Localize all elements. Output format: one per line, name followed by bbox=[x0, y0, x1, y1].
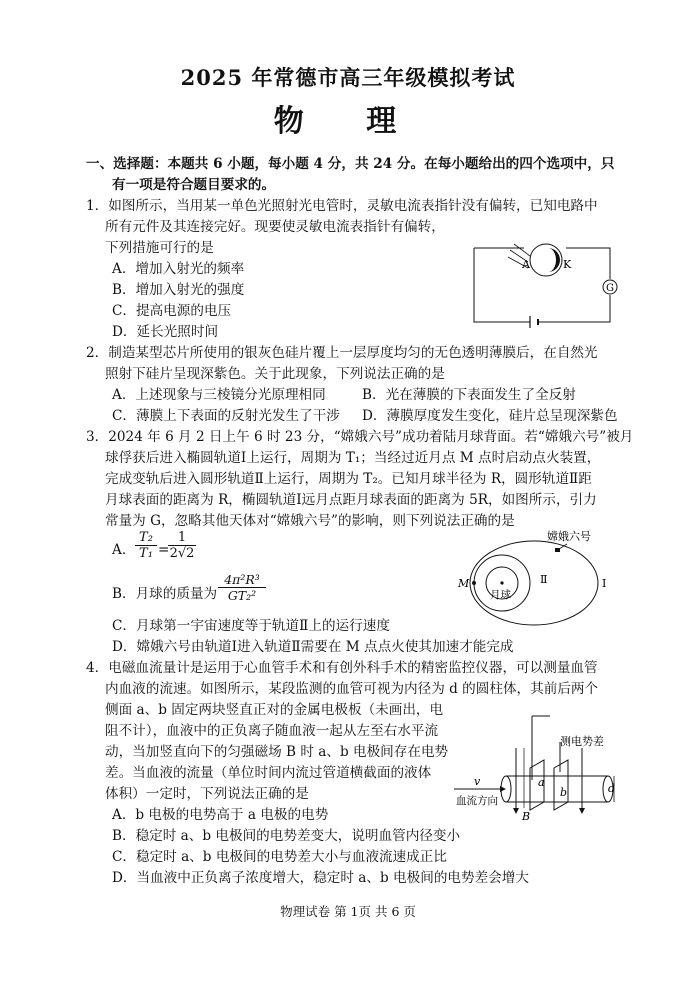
q4-option-d: D．当血液中正负离子浓度增大，稳定时 a、b 电极间的电势差会增大 bbox=[112, 870, 529, 886]
frac-numerator: 4π²R³ bbox=[224, 572, 260, 587]
page-footer: 物理试卷 第 1页 共 6 页 bbox=[280, 904, 416, 919]
q3-option-a-frac2 bbox=[168, 530, 196, 561]
diameter-label: d bbox=[608, 782, 616, 795]
q3-line: 球俘获后进入椭圆轨道Ⅰ上运行，周期为 T₁；当经过近月点 M 点时启动点火装置， bbox=[105, 450, 601, 466]
label-a: A bbox=[522, 258, 530, 271]
q3-option-a-prefix: A． bbox=[112, 542, 136, 558]
q1-option-a: A．增加入射光的频率 bbox=[112, 261, 245, 277]
q4-option-a: A．b 电极的电势高于 a 电极的电势 bbox=[112, 807, 329, 823]
flow-direction-label: 血流方向 bbox=[456, 795, 498, 807]
q4-line: 4．电磁血流量计是运用于心血管手术和有创外科手术的精密监控仪器，可以测量血管 bbox=[86, 660, 598, 676]
blood-vessel-figure bbox=[450, 712, 620, 824]
q4-option-b: B．稳定时 a、b 电极间的电势差变大，说明血管内径变小 bbox=[112, 828, 461, 844]
q1-line: 所有元件及其连接完好。现要使灵敏电流表指针有偏转， bbox=[105, 219, 445, 235]
section-heading-cont: 有一项是符合题目要求的。 bbox=[112, 177, 276, 193]
q2-option-d: D．薄膜厚度发生变化，硅片总呈现深紫色 bbox=[362, 408, 618, 424]
orbit-2-label: Ⅱ bbox=[540, 573, 548, 586]
field-b-label: B bbox=[522, 810, 531, 823]
orbit-1-label: Ⅰ bbox=[602, 577, 607, 590]
q1-option-b: B．增加入射光的强度 bbox=[112, 282, 245, 298]
q1-option-c: C．提高电源的电压 bbox=[112, 303, 232, 319]
q3-option-a-frac1 bbox=[135, 530, 157, 561]
q4-line: 体积）一定时，下列说法正确的是 bbox=[105, 786, 309, 802]
q3-line: 月球表面的距离为 R，椭圆轨道Ⅰ远月点距月球表面的距离为 5R，如图所示，引力 bbox=[105, 492, 597, 508]
q4-line: 动，当加竖直向下的匀强磁场 B 时 a、b 电极间存在电势 bbox=[105, 744, 449, 760]
q2-option-c: C．薄膜上下表面的反射光发生了干涉 bbox=[112, 408, 340, 424]
frac-denominator: T₁ bbox=[135, 545, 157, 561]
orbit-figure bbox=[452, 528, 612, 632]
moon-label: 月球 bbox=[490, 589, 511, 601]
electrode-b-label: b bbox=[560, 786, 568, 799]
q3-option-b-frac bbox=[218, 572, 266, 603]
q1-option-d: D．延长光照时间 bbox=[112, 324, 219, 340]
q4-line: 差。当血液的流量（单位时间内流过管道横截面的液体 bbox=[105, 765, 432, 781]
frac-numerator: T₂ bbox=[139, 530, 153, 545]
q1-line: 1．如图所示，当用某一单色光照射光电管时，灵敏电流表指针没有偏转，已知电路中 bbox=[86, 198, 598, 214]
q2-option-b: B．光在薄膜的下表面发生了全反射 bbox=[362, 387, 576, 403]
frac-denominator: 2√2 bbox=[169, 546, 195, 561]
q2-option-a: A．上述现象与三棱镜分光原理相同 bbox=[112, 387, 326, 403]
q3-line: 常量为 G，忽略其他天体对“嫦娥六号”的影响，则下列说法正确的是 bbox=[105, 513, 515, 529]
galvanometer-label: G bbox=[606, 283, 614, 294]
q3-option-d: D．嫦娥六号由轨道Ⅰ进入轨道Ⅱ需要在 M 点点火使其加速才能完成 bbox=[112, 639, 514, 655]
velocity-label: v bbox=[474, 775, 481, 788]
q4-line: 阻不计），血液中的正负离子随血液一起从左至右水平流 bbox=[105, 723, 439, 739]
q4-option-c: C．稳定时 a、b 电极间的电势差大小与血液流速成正比 bbox=[112, 849, 447, 865]
q3-option-b-prefix: B．月球的质量为 bbox=[112, 586, 218, 602]
frac-numerator: 1 bbox=[177, 530, 187, 545]
subject-title: 物 理 bbox=[273, 104, 423, 139]
probe-label: 嫦娥六号 bbox=[547, 530, 591, 543]
q4-line: 侧面 a、b 固定两块竖直正对的金属电极板（未画出，电 bbox=[105, 702, 444, 718]
section-heading: 一、选择题：本题共 6 小题，每小题 4 分，共 24 分。在每小题给出的四个选项中，只 bbox=[86, 156, 615, 172]
q3-option-c: C．月球第一宇宙速度等于轨道Ⅱ上的运行速度 bbox=[112, 618, 390, 634]
frac-denominator: GT₂² bbox=[218, 587, 266, 603]
q3-line: 完成变轨后进入圆形轨道Ⅱ上运行，周期为 T₂。已知月球半径为 R，圆形轨道Ⅱ距 bbox=[105, 471, 592, 487]
label-k: K bbox=[563, 258, 572, 271]
q2-line: 照射下硅片呈现深紫色。关于此现象，下列说法正确的是 bbox=[105, 366, 445, 382]
measure-label: 测电势差 bbox=[560, 735, 604, 748]
exam-title: 2025 年常德市高三年级模拟考试 bbox=[180, 65, 516, 90]
q2-line: 2．制造某型芯片所使用的银灰色硅片覆上一层厚度均匀的无色透明薄膜后，在自然光 bbox=[86, 345, 598, 361]
point-m-label: M bbox=[458, 577, 470, 590]
q1-line: 下列措施可行的是 bbox=[105, 240, 214, 256]
q4-line: 内血液的流速。如图所示，某段监测的血管可视为内径为 d 的圆柱体，其前后两个 bbox=[105, 681, 599, 697]
q3-line: 3．2024 年 6 月 2 日上午 6 时 23 分，“嫦娥六号”成功着陆月球背面。若“嫦娥六号”被月 bbox=[86, 429, 634, 445]
electrode-a-label: a bbox=[538, 776, 545, 789]
photocell-circuit-figure bbox=[466, 240, 618, 332]
equals-sign: = bbox=[158, 542, 170, 558]
